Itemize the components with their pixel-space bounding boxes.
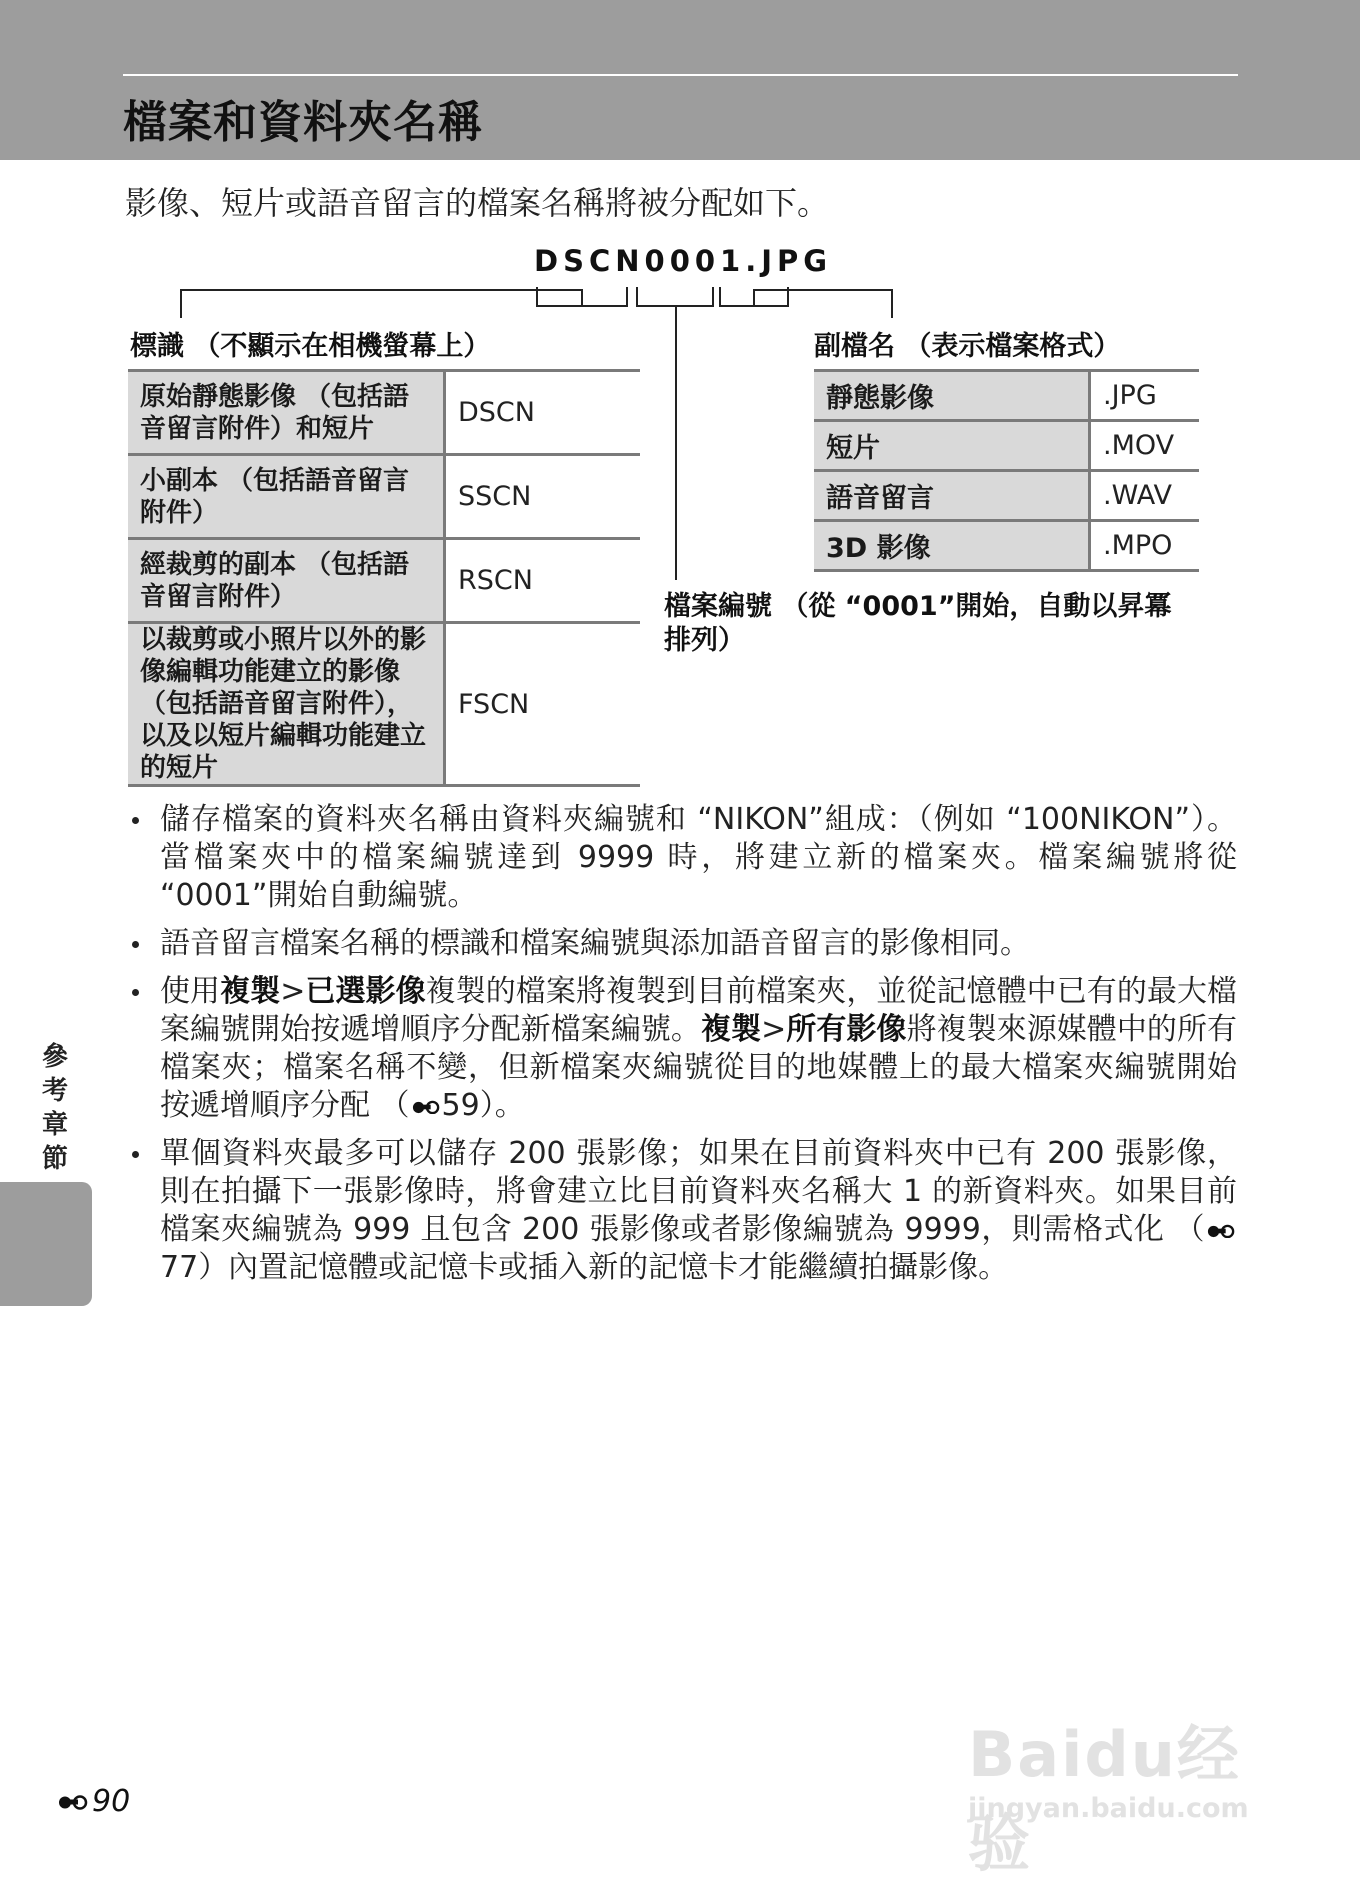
side-tab	[0, 1182, 92, 1306]
prefix-table	[128, 369, 640, 787]
watermark	[968, 1685, 1278, 1880]
prefix-leader	[181, 290, 582, 318]
table-row	[128, 455, 640, 539]
table-row	[128, 539, 640, 623]
page-title: 檔案和資料夾名稱	[123, 97, 483, 148]
notes-list	[120, 801, 1237, 1297]
number-bracket	[637, 287, 713, 306]
extension-section-label: 副檔名 （表示檔案格式）	[814, 331, 1121, 362]
page-reference[interactable]: 77	[160, 1250, 199, 1285]
extension-code: .JPG	[1090, 371, 1200, 421]
extension-code: .MOV	[1090, 421, 1200, 471]
intro-text: 影像、短片或語音留言的檔案名稱將被分配如下。	[125, 184, 830, 222]
list-item: 語音留言檔案名稱的標識和檔案編號與添加語音留言的影像相同。	[120, 925, 1237, 963]
page-number	[58, 1784, 130, 1819]
table-row	[128, 371, 640, 455]
page-number-value: 90	[92, 1784, 131, 1819]
extension-table	[814, 369, 1199, 572]
table-row	[814, 421, 1199, 471]
prefix-code: DSCN	[445, 371, 641, 455]
extension-code: .MPO	[1090, 521, 1200, 571]
extension-desc: 3D 影像	[814, 521, 1090, 571]
watermark-url: jingyan.baidu.com	[968, 1793, 1249, 1824]
extension-desc: 靜態影像	[814, 371, 1090, 421]
extension-leader	[754, 290, 892, 318]
example-filename: DSCN0001.JPG	[534, 244, 833, 278]
menu-term: 所有影像	[786, 1012, 907, 1047]
reference-section-icon	[58, 1794, 88, 1810]
extension-code: .WAV	[1090, 471, 1200, 521]
list-item: 使用複製>已選影像複製的檔案將複製到目前檔案夾，並從記憶體中已有的最大檔案編號開始按遞增順序分配新檔案編號。複製>所有影像將複製來源媒體中的所有檔案夾；檔案名稱不變，但新檔案夾編號從目的地媒體上的最大檔案夾編號開始按遞增順序分配 （ 59）。	[120, 973, 1237, 1125]
prefix-desc: 小副本 （包括語音留言附件）	[128, 455, 445, 539]
prefix-code: FSCN	[445, 623, 641, 786]
menu-term: 複製	[700, 1012, 762, 1047]
reference-section-icon	[412, 1100, 440, 1114]
table-row	[128, 623, 640, 786]
prefix-desc: 以裁剪或小照片以外的影像編輯功能建立的影像 （包括語音留言附件），以及以短片編輯功能建立的短片	[128, 623, 445, 786]
reference-section-icon	[1207, 1224, 1235, 1238]
menu-term: 已選影像	[305, 974, 426, 1009]
extension-desc: 短片	[814, 421, 1090, 471]
prefix-desc: 原始靜態影像 （包括語音留言附件）和短片	[128, 371, 445, 455]
file-number-label: 檔案編號 （從 “0001”開始，自動以昇冪排列）	[664, 591, 1172, 656]
table-row	[814, 521, 1199, 571]
page-reference[interactable]: 59	[441, 1088, 480, 1123]
list-item: 儲存檔案的資料夾名稱由資料夾編號和 “NIKON”組成：（例如 “100NIKON”）。當檔案夾中的檔案編號達到 9999 時，將建立新的檔案夾。檔案編號將從 “0001”開始自動編號。	[120, 801, 1237, 915]
prefix-desc: 經裁剪的副本 （包括語音留言附件）	[128, 539, 445, 623]
prefix-code: SSCN	[445, 455, 641, 539]
prefix-code: RSCN	[445, 539, 641, 623]
watermark-brand: Baidu经验	[968, 1718, 1241, 1880]
side-tab-label: 參考章節	[41, 1042, 68, 1174]
list-item: 單個資料夾最多可以儲存 200 張影像；如果在目前資料夾中已有 200 張影像，則在拍攝下一張影像時，將會建立比目前資料夾名稱大 1 的新資料夾。如果目前檔案夾編號為 999 且包含 200 張影像或者影像編號為 9999，則需格式化 （77）內置記憶體或記憶卡或插入新的記憶卡才能繼續拍攝影像。	[120, 1135, 1237, 1287]
extension-desc: 語音留言	[814, 471, 1090, 521]
menu-term: 複製	[220, 974, 281, 1009]
table-row	[814, 471, 1199, 521]
prefix-section-label: 標識 （不顯示在相機螢幕上）	[130, 331, 491, 362]
table-row	[814, 371, 1199, 421]
